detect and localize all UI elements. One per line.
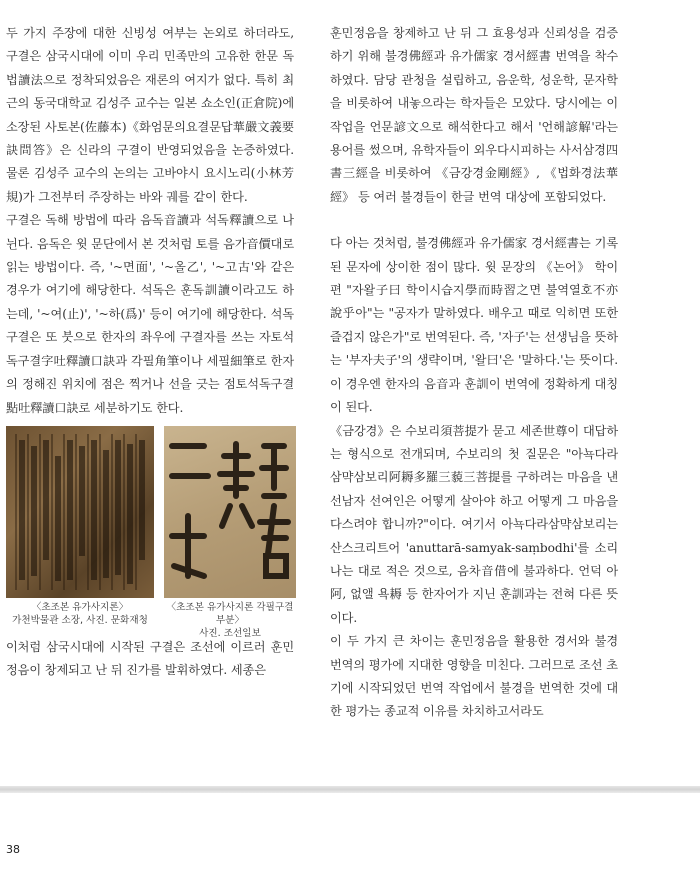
body-paragraph: 구결은 독해 방법에 따라 음독音讀과 석독釋讀으로 나뉜다. 음독은 윗 문단에서 본 것처럼 토를 음가音價대로 읽는 방법이다. 즉, '~면面', '~올乙', '~고古'와 같은 경우가 여기에 해당한다. 석독은 훈독訓讀이라고도 하는데, '~여(止)', '~하(爲)' 등이 여기에 해당한다. 석독구결은 또 붓으로 한자의 좌우에 구결자를 쓰는 자토석독구결字吐釋讀口訣과 각필角筆이나 세필細筆로 한자의 정해진 위치에 점은 찍거나 선을 긋는 점토석독구결點吐釋讀口訣로 세분하기도 한다.: [6, 213, 294, 415]
caption-title: 〈초조본 유가사지론〉: [31, 601, 129, 613]
gakpil-detail-photo: [164, 426, 296, 598]
footer-rule: [0, 786, 700, 793]
figure-group: [6, 426, 294, 639]
body-paragraph: 다 아는 것처럼, 불경佛經과 유가儒家 경서經書는 기록된 문자에 상이한 점이 많다. 윗 문장의 《논어》 학이편 "자왈子曰 학이시습지學而時習之면 불역열호不亦說乎아"는 "공자가 말하였다. 배우고 때로 익히면 또한 즐겁지 않은가"로 번역된다. 즉, '자子'는 선생님을 뜻하는 '부자夫子'의 생략이며, '왈曰'은 '말하다.'는 뜻이다. 이 경우엔 한자의 음音과 훈訓이 번역에 정확하게 대칭이 된다.: [330, 236, 618, 415]
right-column: [330, 22, 618, 724]
paragraph-gap: [330, 209, 618, 232]
caption-title: 〈초조본 유가사지론 각필구결 부분〉: [166, 601, 294, 626]
body-paragraph: 이 두 가지 큰 차이는 훈민정음을 활용한 경서와 불경 번역의 평가에 지대한 영향을 미친다. 그러므로 조선 초기에 시작되었던 번역 작업에서 불경을 번역한 것에 대한 평가는 종교적 이유를 차치하고서라도: [330, 634, 618, 719]
manuscript-photo: [6, 426, 154, 598]
left-column: [6, 22, 294, 683]
figure-1: [6, 426, 154, 627]
figure-caption: [6, 601, 154, 627]
page-number: 38: [6, 843, 20, 856]
caption-credit: 사진. 조선일보: [199, 627, 261, 639]
body-paragraph: 두 가지 주장에 대한 신빙성 여부는 논외로 하더라도, 구결은 삼국시대에 이미 우리 민족만의 고유한 한문 독법讀法으로 정착되었음은 재론의 여지가 없다. 특히 최근의 동국대학교 김성주 교수는 일본 쇼소인(正倉院)에 소장된 사토본(佐藤本)《화엄문의요결문답華嚴文義要訣問答》은 신라의 구결이 반영되었음을 논증하였다. 물론 김성주 교수의 논의는 고바야시 요시노리(小林芳規)가 그전부터 주장하는 바와 궤를 같이 한다.: [6, 26, 294, 204]
body-paragraph: 이처럼 삼국시대에 시작된 구결은 조선에 이르러 훈민정음이 창제되고 난 뒤 진가를 발휘하였다. 세종은: [6, 639, 294, 678]
figure-2: [164, 426, 296, 640]
figure-caption: [164, 601, 296, 640]
body-paragraph: 《금강경》은 수보리須菩提가 묻고 세존世尊이 대답하는 형식으로 전개되며, 수보리의 첫 질문은 "아뇩다라삼먁삼보리阿耨多羅三藐三菩提를 구하려는 마음을 낸 선남자 선여인은 어떻게 살아야 하고 어떻게 그 마음을 다스려야 합니까?"이다. 여기서 아뇩다라삼먁삼보리는 산스크리트어 'anuttarā-samyak-saṃbodhi'를 소리 나는 대로 적은 것으로, 음차音借에 불과하다. 언덕 아阿, 없앨 욕耨 등 한자어가 지닌 훈訓과는 전혀 다른 뜻이다.: [330, 423, 618, 625]
caption-credit: 가천박물관 소장, 사진. 문화재청: [12, 614, 148, 626]
body-paragraph: 훈민정음을 창제하고 난 뒤 그 효용성과 신뢰성을 검증하기 위해 불경佛經과 유가儒家 경서經書 번역을 착수하였다. 담당 관청을 설립하고, 음운학, 성운학, 문자학을 비롯하여 내놓으라는 학자들은 모았다. 당시에는 이 작업을 언문諺文으로 해석한다고 해서 '언해諺解'라는 용어를 썼으며, 유학자들이 외우다시피하는 사서삼경四書三經을 비롯하여 《금강경金剛經》, 《법화경法華經》 등 여러 불경들이 한글 번역 대상에 포함되었다.: [330, 26, 618, 204]
